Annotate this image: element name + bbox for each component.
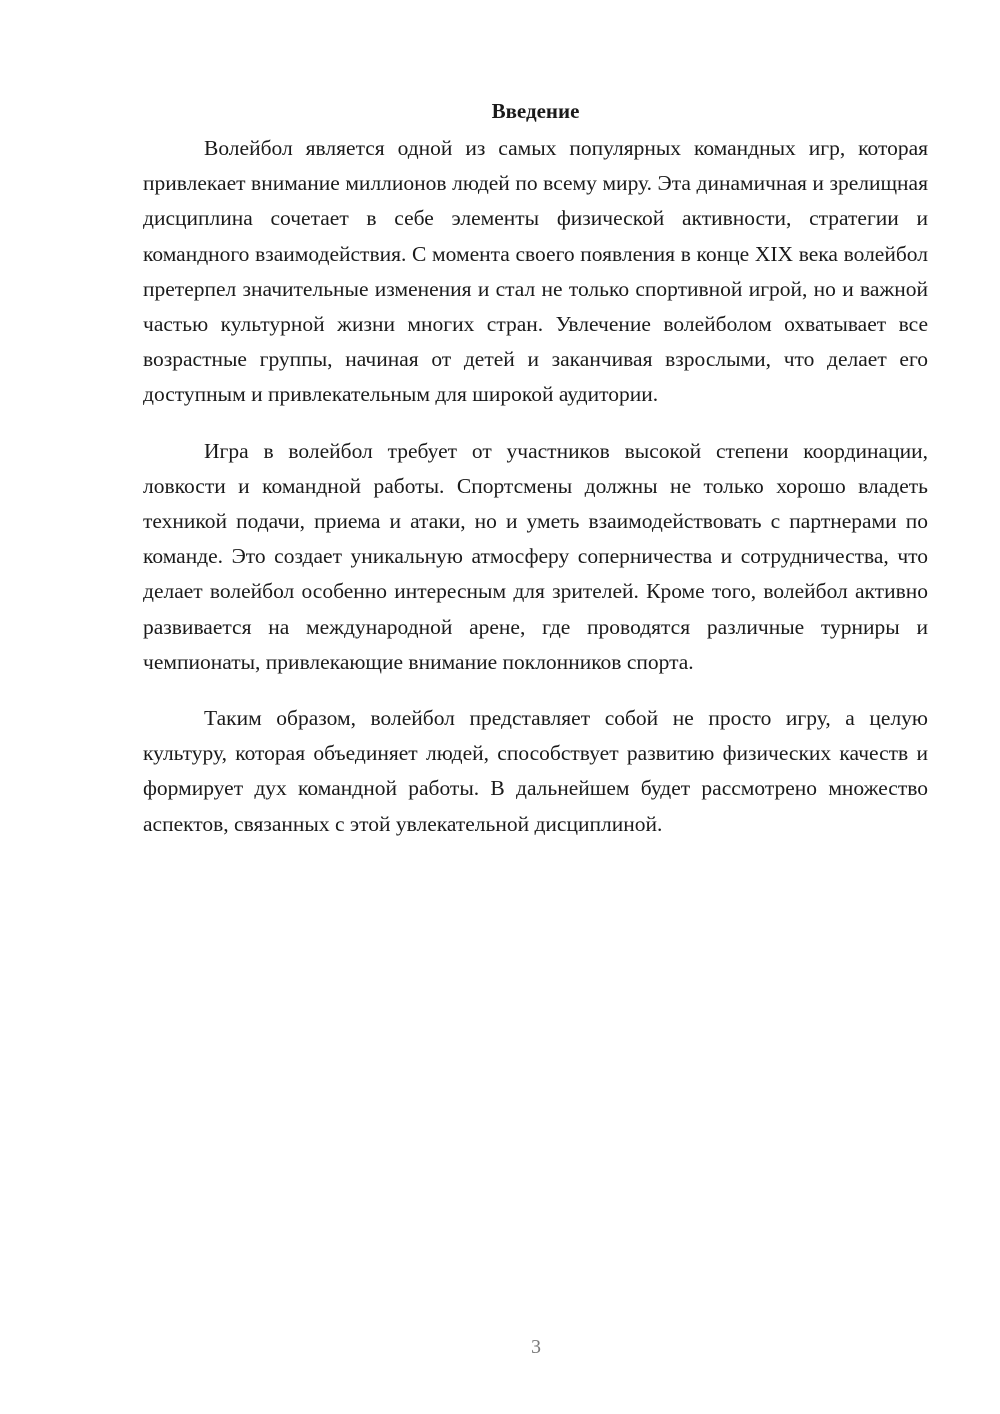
paragraph-1: Волейбол является одной из самых популярных командных игр, которая привлекает внимание миллионов людей по всему миру. Эта динамичная и зрелищная дисциплина сочетает в себе элементы физической активности, стратегии и командного взаимодействия. С момента своего появления в конце XIX века волейбол претерпел значительные изменения и стал не только спортивной игрой, но и важной частью культурной жизни многих стран. Увлечение волейболом охватывает все возрастные группы, начиная от детей и заканчивая взрослыми, что делает его доступным и привлекательным для широкой аудитории.	[143, 136, 928, 407]
page-number: 3	[531, 1336, 541, 1358]
page-content	[143, 96, 928, 863]
paragraph-3: Таким образом, волейбол представляет собой не просто игру, а целую культуру, которая объединяет людей, способствует развитию физических качеств и формирует дух командной работы. В дальнейшем будет рассмотрено множество аспектов, связанных с этой увлекательной дисциплиной.	[143, 706, 928, 836]
paragraph-2: Игра в волейбол требует от участников высокой степени координации, ловкости и командной работы. Спортсмены должны не только хорошо владеть техникой подачи, приема и атаки, но и уметь взаимодействовать с партнерами по команде. Это создает уникальную атмосферу соперничества и сотрудничества, что делает волейбол особенно интересным для зрителей. Кроме того, волейбол активно развивается на международной арене, где проводятся различные турниры и чемпионаты, привлекающие внимание поклонников спорта.	[143, 438, 928, 674]
section-title: Введение	[491, 99, 580, 123]
